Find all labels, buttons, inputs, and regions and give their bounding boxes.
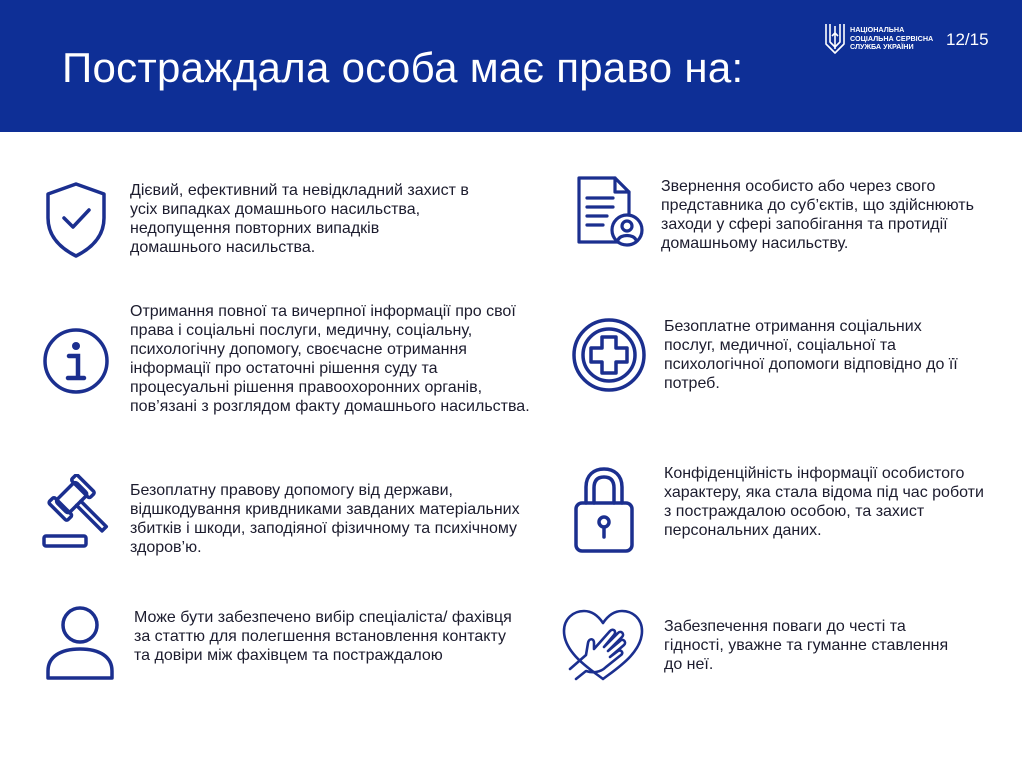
gavel-icon (40, 474, 124, 550)
right-item-text: Може бути забезпечено вибір спеціаліста/ фахівця за статтю для полегшення встановлення контакту та довіри між фахівцем та постраждалою (134, 609, 512, 664)
page-title: Постраждала особа має право на: (62, 44, 744, 91)
info-icon (42, 327, 110, 395)
heart-hand-icon (560, 607, 646, 683)
right-item-text: Безоплатне отримання соціальних послуг, медичної, соціальної та психологічної допомоги відповідно до її потреб. (664, 318, 958, 392)
person-icon (44, 605, 116, 681)
logo-line: НАЦІОНАЛЬНА (850, 25, 905, 35)
right-item-text: Дієвий, ефективний та невідкладний захист в усіх випадках домашнього насильства, недопущення повторних випадків домашнього насильства. (130, 182, 469, 256)
logo-text (850, 26, 950, 52)
right-item-text: Забезпечення поваги до честі та гідності, уважне та гуманне ставлення до неї. (664, 618, 949, 673)
logo-line: СОЦІАЛЬНА СЕРВІСНА (850, 33, 934, 43)
padlock-icon (572, 465, 636, 557)
right-item-text: Конфіденційність інформації особистого характеру, яка стала відома під час роботи з постраждалою особою, та захист персональних даних. (664, 465, 984, 539)
document-person-icon (577, 176, 647, 248)
right-item-text: Отримання повної та вичерпної інформації про свої права і соціальні послуги, медичну, соціальну, психологічну допомогу, своєчасне отримання інформації про остаточні рішення суду та процесуальні рішення правоохоронних органів, пов’язані з розглядом факту домашнього насильства. (130, 303, 530, 415)
trident-logo-icon (824, 22, 846, 56)
right-item-text: Безоплатну правову допомогу від держави, відшкодування кривдниками завданих матеріальних збитків і шкоди, заподіяної фізичному та психічному здоров’ю. (130, 482, 520, 556)
logo (824, 22, 950, 56)
logo-line: СЛУЖБА УКРАЇНИ (850, 42, 914, 52)
medical-cross-icon (571, 317, 647, 393)
right-item-text: Звернення особисто або через свого представника до суб’єктів, що здійснюють заходи у сфері запобігання та протидії домашньому насильству. (661, 178, 974, 252)
shield-check-icon (44, 180, 108, 260)
header-banner (0, 0, 1022, 132)
page-number: 12/15 (946, 30, 989, 49)
